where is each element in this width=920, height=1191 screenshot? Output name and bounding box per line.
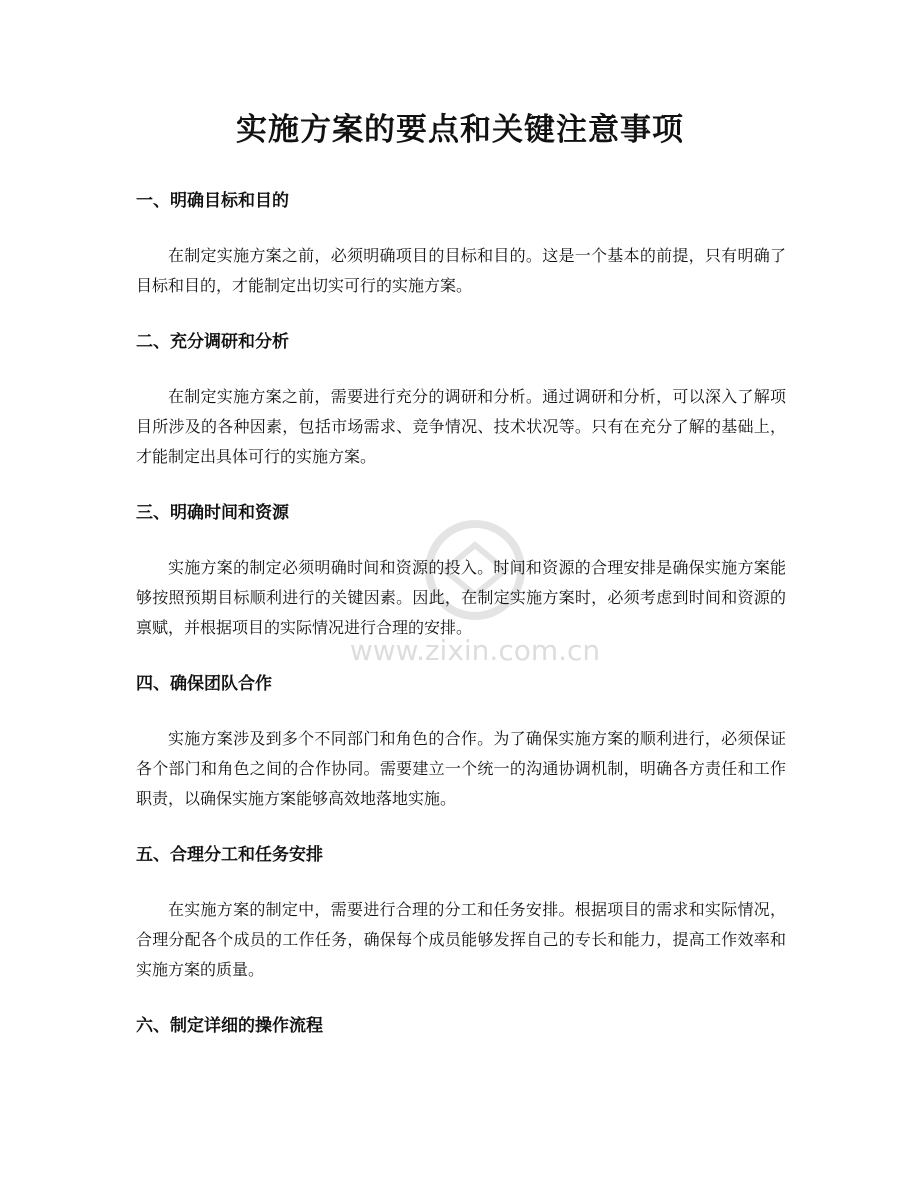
section-heading: 二、充分调研和分析 — [136, 332, 289, 352]
section-heading: 一、明确目标和目的 — [136, 191, 289, 211]
section-paragraph: 在制定实施方案之前，需要进行充分的调研和分析。通过调研和分析，可以深入了解项目所涉及的各种因素，包括市场需求、竞争情况、技术状况等。只有在充分了解的基础上，才能制定出具体可行的实施方案。 — [136, 387, 786, 466]
section-6 — [136, 1010, 786, 1042]
section-heading: 六、制定详细的操作流程 — [136, 1016, 323, 1036]
document-body — [136, 185, 786, 1042]
section-1 — [136, 185, 786, 301]
section-paragraph: 在实施方案的制定中，需要进行合理的分工和任务安排。根据项目的需求和实际情况，合理分配各个成员的工作任务，确保每个成员能够发挥自己的专长和能力，提高工作效率和实施方案的质量。 — [136, 900, 786, 979]
section-heading: 四、确保团队合作 — [136, 674, 272, 694]
section-paragraph: 在制定实施方案之前，必须明确项目的目标和目的。这是一个基本的前提，只有明确了目标和目的，才能制定出切实可行的实施方案。 — [136, 246, 786, 295]
section-paragraph: 实施方案的制定必须明确时间和资源的投入。时间和资源的合理安排是确保实施方案能够按照预期目标顺利进行的关键因素。因此，在制定实施方案时，必须考虑到时间和资源的禀赋，并根据项目的实际情况进行合理的安排。 — [136, 558, 786, 637]
section-2 — [136, 326, 786, 472]
section-4 — [136, 668, 786, 814]
section-heading: 三、明确时间和资源 — [136, 503, 289, 523]
watermark-text: www.zixin.com.cn — [349, 634, 601, 667]
section-5 — [136, 839, 786, 985]
section-paragraph: 实施方案涉及到多个不同部门和角色的合作。为了确保实施方案的顺利进行，必须保证各个部门和角色之间的合作协同。需要建立一个统一的沟通协调机制，明确各方责任和工作职责，以确保实施方案能够高效地落地实施。 — [136, 729, 786, 808]
section-heading: 五、合理分工和任务安排 — [136, 845, 323, 865]
section-3 — [136, 497, 786, 643]
document-title: 实施方案的要点和关键注意事项 — [236, 112, 684, 148]
